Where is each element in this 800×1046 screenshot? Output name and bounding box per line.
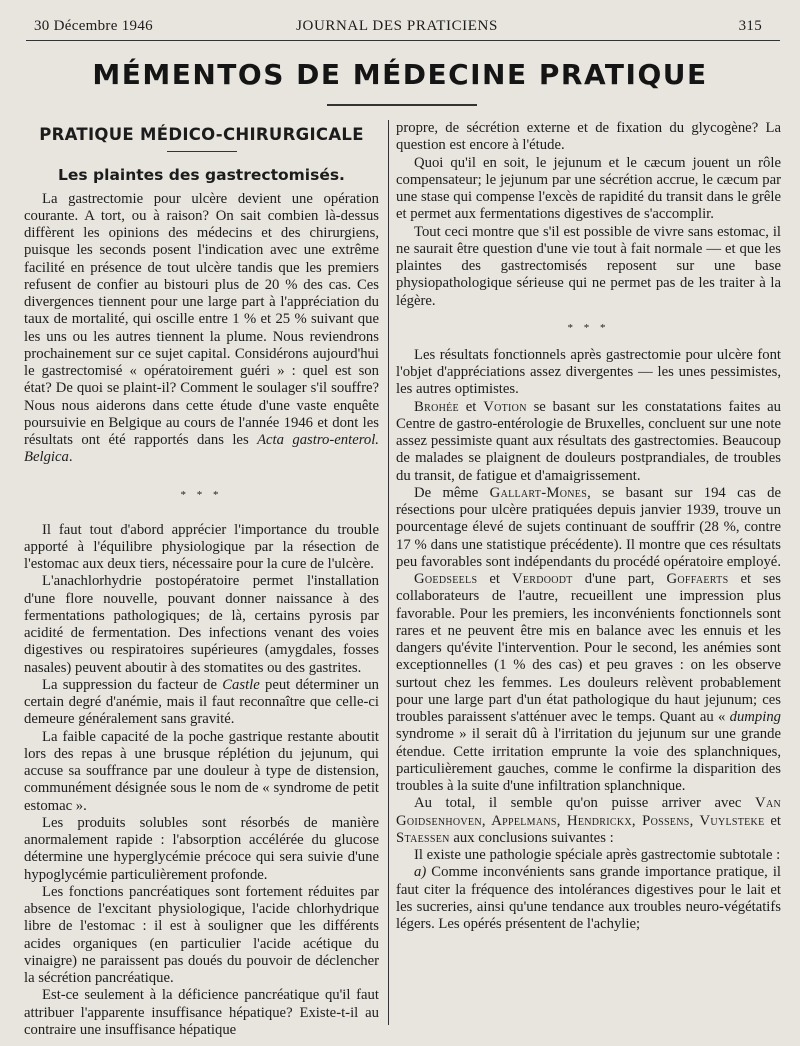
section-rule [167, 151, 237, 152]
author-names: Van Goidsenhoven, Appelmans, Hendrickx, Possens, Vuylsteke [396, 795, 781, 829]
paragraph: Est-ce seulement à la déficience pancréatique qu'il faut attribuer l'apparente insuffisance hépatique? Existe-t-il au contraire une insuffisance hépatique [24, 987, 379, 1038]
paragraph [24, 677, 379, 729]
paragraph-text: La suppression du facteur de [42, 676, 223, 693]
paragraph [396, 571, 781, 795]
paragraph-text: Comme inconvénients sans grande importance pratique, il faut citer la fréquence des intolérances digestives pour le lait et les sucreries, ainsi qu'une tendance aux troubles neuro-végétatifs légers. Les opérés présentent de l'achylie; [396, 864, 781, 932]
section-title: PRATIQUE MÉDICO-CHIRURGICALE [39, 125, 364, 144]
page-number: 315 [738, 18, 762, 34]
paragraph: propre, de sécrétion externe et de fixation du glycogène? La question est encore à l'étude. [396, 120, 781, 154]
dumping-term: dumping [729, 709, 781, 725]
paragraph [24, 191, 379, 467]
paragraph-text: De même [414, 484, 490, 501]
paragraph [396, 399, 781, 485]
title-rule [327, 104, 477, 106]
paragraph-text: d'une part, [572, 571, 667, 587]
paragraph: Il existe une pathologie spéciale après gastrectomie subtotale : [414, 847, 781, 863]
left-column [24, 120, 379, 1039]
list-label: a) [414, 864, 427, 881]
paragraph-text: Au total, il semble qu'on puisse arriver avec [414, 795, 756, 812]
author-name: Staessen [396, 829, 450, 846]
page-title: MÉMENTOS DE MÉDECINE PRATIQUE [92, 58, 708, 91]
journal-reference: Acta gastro-enterol. Belgica [24, 432, 379, 466]
conjunction: et [458, 398, 484, 415]
paragraph: Les résultats fonctionnels après gastrectomie pour ulcère font l'objet d'appréciations assez divergentes — les unes pessimistes, les autres optimistes. [396, 346, 781, 398]
section-separator: * * * [567, 321, 610, 334]
issue-date: 30 Décembre 1946 [34, 18, 153, 34]
paragraph: Les produits solubles sont résorbés de manière anormalement rapide : l'absorption accélérée du glucose détermine une hyperglycémie précoce qui sera suivie d'une hypoglycémie particulièrement profonde. [24, 814, 379, 883]
paragraph-text: et ses collaborateurs de l'autre, recueillent une impression plus favorable. Pour les premiers, les inconvénients fonctionnels sont rares et ne peuvent être mis en balance avec les ennuis et les dangers qu'évite l'intervention. Pour le second, les anémies sont exceptionnelles (1 % des cas) et peu graves : on les observe surtout chez les femmes. Les douleurs relèvent probablement pour une large part d'un état pathologique du haut jejunum; ces troubles paraissent s'atténuer avec le temps. Quant au « [396, 571, 782, 725]
castle-factor: Castle [222, 676, 260, 693]
paragraph-text: se basant sur les constatations faites au Centre de gastro-entérologie de Bruxelles, concluent sur une note assez pessimiste quant aux résultats des gastrectomies. Beaucoup de malades se plaignent de douleurs postprandiales, de troubles du transit, de fatigue et d'amaigrissement. [396, 398, 781, 484]
paragraph-text: , se basant sur 194 cas de résections pour ulcère pratiquées depuis janvier 1939, trouve un pourcentage élevé de sujets continuant de souffrir (28 %, contre 17 % dans une statistique précédente). Il montre que ces résultats peu favorables sont indépendants du procédé opératoire employé. [396, 484, 782, 570]
paragraph-text: peut déterminer un certain degré d'anémie, mais il faut reconnaître que celle-ci demeure généralement sans gravité. [24, 676, 379, 728]
section-separator: * * * [180, 488, 223, 501]
paragraph-end: . [68, 449, 73, 466]
paragraph-text: aux conclusions suivantes : [449, 829, 614, 846]
header-rule [26, 40, 780, 41]
author-name: Goedseels [414, 571, 478, 587]
author-name: Goffaerts [666, 571, 729, 587]
paragraph-text: syndrome » il serait dû à l'irritation du jejunum sur une grande étendue. Cette irritation emprunte la voie des splanchniques, particulièrement gauches, comme le confirme la disparition des troubles à la suite d'une infiltration splanchnique. [396, 726, 781, 794]
paragraph: L'anachlorhydrie postopératoire permet l'installation d'une flore nouvelle, pouvant donner naissance à des fermentations pathologiques; de là, certains pyrosis par acidité de fermentation. Des infections venant des voies digestives ou respiratoires supérieures (amygdales, fosses nasales) peuvent aboutir à des stomatites ou des gastrites. [24, 573, 379, 676]
paragraph [396, 485, 781, 571]
right-column [396, 120, 781, 933]
paragraph [396, 864, 781, 933]
author-name: Verdoodt [511, 571, 573, 587]
paragraph: Les fonctions pancréatiques sont fortement réduites par absence de l'excitant physiologique, l'acide chlorhydrique libre de l'estomac : il est à souligner que les différents acides organiques (en particulier l'acide acétique du vinaigre) ne paraissent pas doués du pouvoir de déclencher la sécrétion pancréatique. [24, 883, 379, 986]
conjunction: et [477, 571, 512, 587]
paragraph: Tout ceci montre que s'il est possible de vivre sans estomac, il ne saurait être question d'une vie tout à fait normale — et que les plaintes des gastrectomisés reposent sur une base physiopathologique sérieuse qui ne permet pas de les traiter à la légère. [396, 223, 781, 309]
paragraph: La faible capacité de la poche gastrique restante aboutit lors des repas à une brusque réplétion du jejunum, qui accuse sa souffrance par une douleur à type de distension, communément désignée sous le nom de « syndrome de petit estomac ». [24, 728, 379, 814]
author-name: Brohée [414, 398, 459, 415]
article-title: Les plaintes des gastrectomisés. [58, 166, 345, 185]
paragraph-text: La gastrectomie pour ulcère devient une opération courante. A tort, ou à raison? On sait combien là-dessus diffèrent les opinions des médecins et des chirurgiens, puisque les seconds posent l'indication avec une extrême facilité en présence de tout ulcère tandis que les premiers refusent de confier au bistouri plus de 20 % des cas. Ces divergences tiennent pour une large part à l'appréciation du taux de mortalité, qui oscille entre 1 % et 25 % suivant que les uns ou les autres tiennent la plume. Nous reviendrons prochainement sur ce sujet capital. Considérons aujourd'hui le gastrectomisé « opératoirement guéri » : quel est son état? De quoi se plaint-il? Comment le soulager s'il souffre? Nous nous aiderons dans cette étude d'une vaste enquête poursuivie en Belgique au cours de l'année 1946 et dont les résultats ont été rapportés dans les [24, 190, 379, 448]
running-header [32, 16, 762, 38]
journal-name: JOURNAL DES PRATICIENS [296, 18, 498, 34]
author-name: Gallart-Mones [489, 484, 588, 501]
column-divider [388, 120, 389, 1025]
paragraph: Quoi qu'il en soit, le jejunum et le cæcum jouent un rôle compensateur; le jejunum par une sécrétion accrue, le cæcum par une stase qui compense l'excès de rapidité du transit dans le grêle et permet aux fermentations digestives de s'accomplir. [396, 154, 781, 223]
paragraph [396, 795, 781, 847]
paragraph: Il faut tout d'abord apprécier l'importance du trouble apporté à l'équilibre physiologique par la résection de l'estomac aux deux tiers, nécessaire pour la cure de l'ulcère. [24, 521, 379, 572]
conjunction: et [764, 812, 781, 829]
author-name: Votion [483, 398, 527, 415]
